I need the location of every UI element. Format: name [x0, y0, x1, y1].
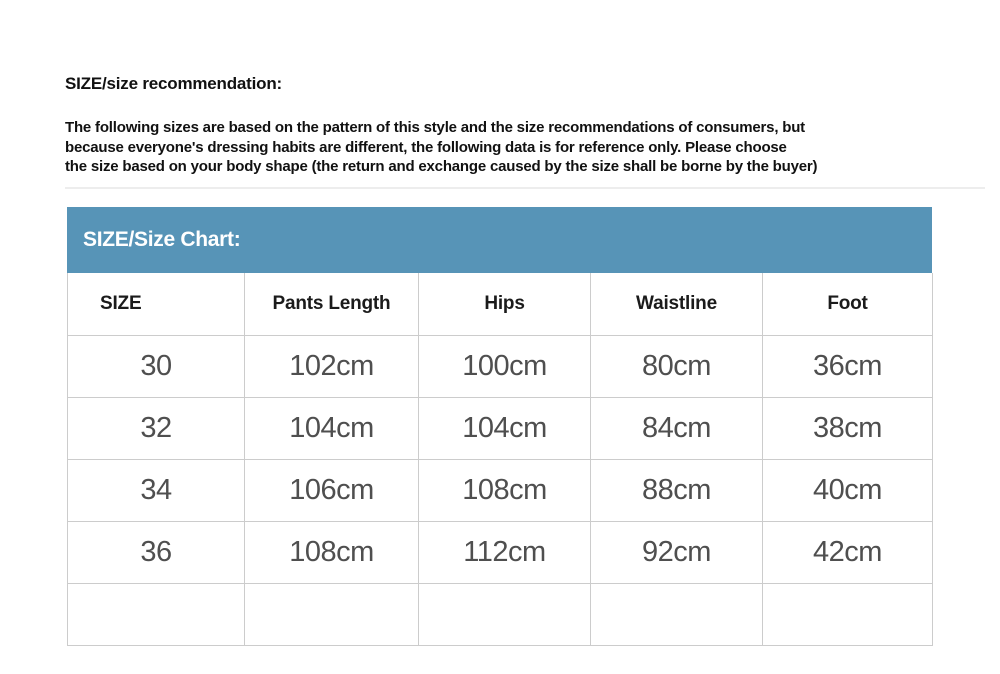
- table-cell: 108cm: [419, 460, 591, 522]
- table-empty-row: [68, 584, 933, 646]
- table-cell: 30: [68, 336, 245, 398]
- table-cell: 36cm: [763, 336, 933, 398]
- table-cell: 100cm: [419, 336, 591, 398]
- table-cell: 80cm: [591, 336, 763, 398]
- size-chart-table: [67, 273, 933, 646]
- table-cell: [245, 584, 419, 646]
- size-chart-title: SIZE/Size Chart:: [83, 228, 241, 251]
- table-cell: [591, 584, 763, 646]
- table-cell: [763, 584, 933, 646]
- table-cell: 112cm: [419, 522, 591, 584]
- table-cell: 34: [68, 460, 245, 522]
- size-chart-header-bar: [67, 207, 932, 273]
- column-header-foot: Foot: [763, 273, 933, 336]
- table-cell: 84cm: [591, 398, 763, 460]
- size-chart-table-head: [68, 273, 933, 336]
- divider-line: [65, 187, 985, 189]
- column-header-waistline: Waistline: [591, 273, 763, 336]
- disclaimer-line-3: the size based on your body shape (the return and exchange caused by the size shall be borne by the buyer): [65, 158, 818, 175]
- table-cell: [419, 584, 591, 646]
- disclaimer-line-2: because everyone's dressing habits are different, the following data is for reference only. Please choose: [65, 138, 787, 156]
- table-cell: 40cm: [763, 460, 933, 522]
- table-row: [68, 398, 933, 460]
- column-header-size: SIZE: [68, 273, 245, 336]
- table-cell: 38cm: [763, 398, 933, 460]
- disclaimer-text: [65, 118, 817, 177]
- table-row: [68, 460, 933, 522]
- size-chart-table-body: [68, 336, 933, 646]
- table-cell: 88cm: [591, 460, 763, 522]
- table-header-row: [68, 273, 933, 336]
- table-row: [68, 522, 933, 584]
- column-header-hips: Hips: [419, 273, 591, 336]
- table-cell: 106cm: [245, 460, 419, 522]
- table-row: [68, 336, 933, 398]
- table-cell: 36: [68, 522, 245, 584]
- table-cell: 108cm: [245, 522, 419, 584]
- table-cell: 42cm: [763, 522, 933, 584]
- table-cell: 104cm: [245, 398, 419, 460]
- table-cell: 32: [68, 398, 245, 460]
- table-cell: 92cm: [591, 522, 763, 584]
- column-header-pants-length: Pants Length: [245, 273, 419, 336]
- disclaimer-line-1: The following sizes are based on the pattern of this style and the size recommendations of consumers, but: [65, 119, 805, 136]
- table-cell: [68, 584, 245, 646]
- table-cell: 104cm: [419, 398, 591, 460]
- table-cell: 102cm: [245, 336, 419, 398]
- page-title: SIZE/size recommendation:: [65, 74, 282, 93]
